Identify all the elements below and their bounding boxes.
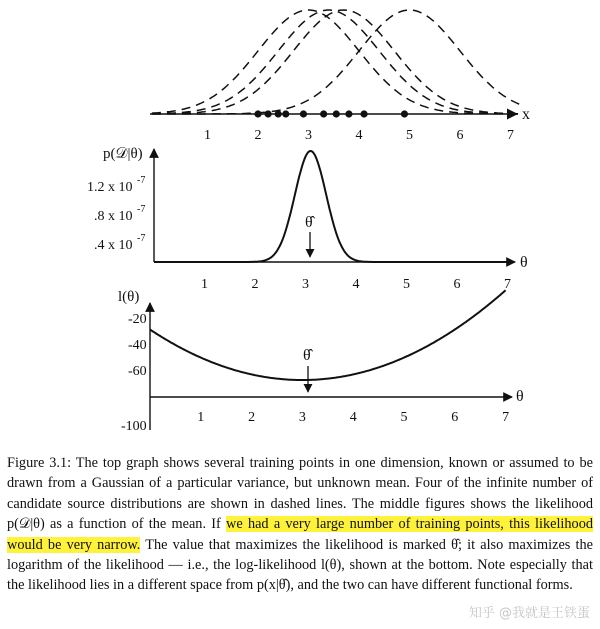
middle-y-tick-label: .8 x 10 (94, 209, 133, 224)
tick-label: 7 (507, 128, 514, 143)
middle-y-tick-3 (94, 233, 145, 253)
log-likelihood-curve (150, 290, 506, 380)
likelihood-curve (154, 151, 513, 262)
middle-y-tick-2 (94, 204, 145, 224)
bottom-y-tick-label: -60 (128, 364, 147, 379)
training-point-8 (345, 110, 352, 117)
caption-text-after: The value that maximizes the likelihood is marked θ̂; it also maximizes the logarithm of the likelihood — i.e., the log-likelihood l(θ), shown at the bottom. Note especially that the likelihood lies in a different space from p(x|θ̂), and the two can have different functional forms. (7, 536, 594, 594)
caption-highlight: we had a very large number of training points, this likelihood would be very narrow. (7, 516, 593, 553)
tick-label: 5 (400, 410, 408, 425)
tick-label: 6 (451, 410, 459, 425)
tick-label: 1 (197, 410, 205, 425)
tick-label: 4 (355, 128, 363, 143)
tick-label: 3 (302, 277, 309, 292)
bottom-theta-hat: θ̂ (303, 347, 311, 364)
middle-y-tick-1 (87, 175, 145, 195)
middle-tick-labels (201, 277, 511, 292)
top-panel (150, 10, 530, 143)
training-point-3 (275, 110, 282, 117)
middle-panel (87, 146, 528, 292)
tick-label: 6 (453, 277, 461, 292)
training-point-5 (300, 110, 307, 117)
training-point-7 (333, 110, 340, 117)
middle-y-tick-exponent: -7 (137, 233, 146, 244)
tick-label: 4 (352, 277, 360, 292)
bottom-y-tick-label: -40 (128, 338, 147, 353)
middle-y-tick-exponent: -7 (137, 175, 146, 186)
bottom-y-label: l(θ) (118, 289, 140, 305)
bottom-tick-labels (197, 410, 509, 425)
tick-label: 2 (251, 277, 259, 292)
tick-label: 2 (254, 128, 262, 143)
caption-text-before: Figure 3.1: The top graph shows several training points in one dimension, known or assumed to be drawn from a Gaussian of a particular variance, but unknown mean. Four of the infinite number of candidate source distributions are shown in dashed lines. The middle figures shows the likelihood p(𝒟|θ) as a function of the mean. If (7, 455, 593, 533)
training-point-4 (282, 110, 289, 117)
bottom-panel (118, 289, 524, 434)
tick-label: 5 (403, 277, 410, 292)
top-tick-labels (204, 128, 514, 143)
middle-y-tick-label: 1.2 x 10 (87, 180, 133, 195)
training-point-9 (360, 110, 367, 117)
tick-label: 7 (504, 277, 511, 292)
middle-y-tick-exponent: -7 (137, 204, 146, 215)
middle-y-tick-label: .4 x 10 (94, 238, 133, 253)
gaussian-curve-4 (152, 10, 520, 114)
top-axis-symbol: x (522, 106, 530, 123)
gaussian-curve-1 (152, 10, 520, 114)
middle-y-label: p(𝒟|θ) (103, 146, 143, 162)
figure-caption (7, 453, 593, 596)
tick-label: 6 (456, 128, 464, 143)
training-point-6 (320, 110, 327, 117)
gaussian-curve-2 (152, 10, 520, 114)
tick-label: 5 (406, 128, 413, 143)
training-point-10 (401, 110, 408, 117)
bottom-axis-symbol: θ (516, 388, 524, 405)
bottom-y-tick-label: -100 (121, 419, 147, 434)
tick-label: 4 (349, 410, 357, 425)
middle-theta-hat: θ̂ (305, 214, 313, 231)
gaussian-curve-3 (152, 10, 520, 114)
middle-axis-symbol: θ (520, 254, 528, 271)
tick-label: 7 (502, 410, 510, 425)
tick-label: 2 (248, 410, 256, 425)
tick-label: 1 (201, 277, 208, 292)
tick-label: 3 (305, 128, 312, 143)
training-point-1 (254, 110, 261, 117)
watermark: 知乎 @我就是王铁蛋 (468, 606, 590, 621)
training-point-2 (265, 110, 272, 117)
tick-label: 3 (298, 410, 306, 425)
bottom-y-tick-label: -20 (128, 312, 147, 327)
candidate-gaussians (152, 10, 520, 114)
tick-label: 1 (204, 128, 211, 143)
